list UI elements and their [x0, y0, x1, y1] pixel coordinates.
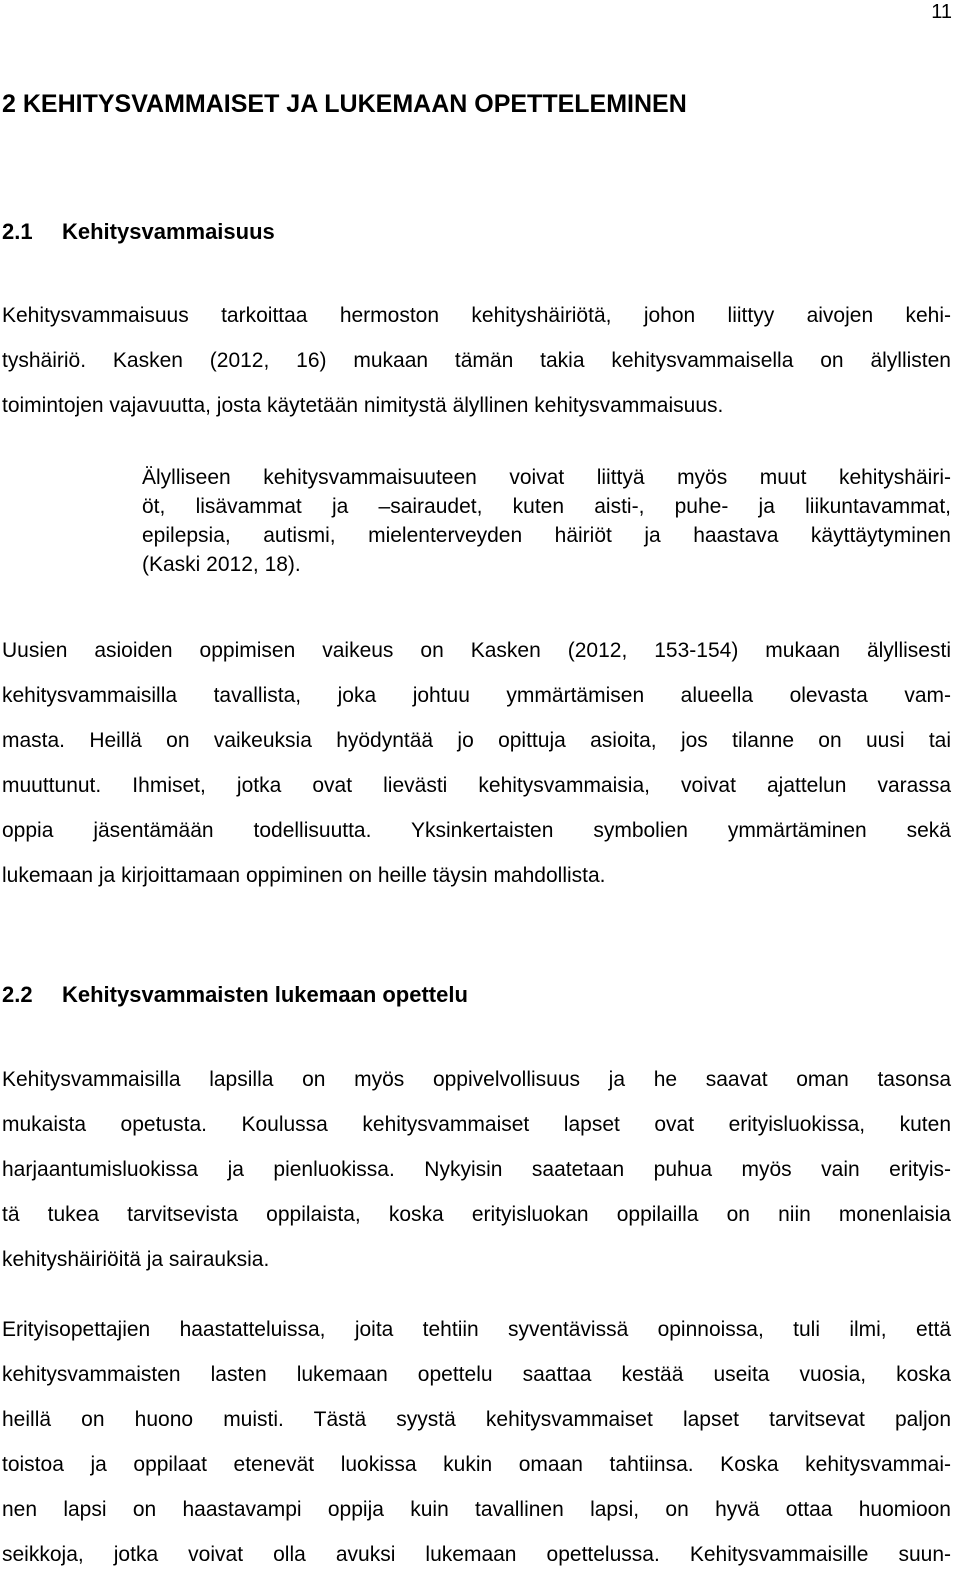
text-line: mukaista opetusta. Koulussa kehitysvammaiset lapset ovat erityisluokissa, kuten	[2, 1113, 951, 1136]
text-line: toistoa ja oppilaat etenevät luokissa kukin omaan tahtiinsa. Koska kehitysvammai-	[2, 1453, 951, 1476]
page-number: 11	[931, 1, 952, 23]
text-line: Erityisopettajien haastatteluissa, joita tehtiin syventävissä opinnoissa, tuli ilmi, että	[2, 1318, 951, 1341]
body-paragraph	[2, 1057, 951, 1282]
text-line: muuttunut. Ihmiset, jotka ovat lievästi kehitysvammaisia, voivat ajattelun varassa	[2, 774, 951, 797]
text-line: (Kaski 2012, 18).	[142, 553, 301, 576]
chapter-title: 2 KEHITYSVAMMAISET JA LUKEMAAN OPETTELEMINEN	[2, 90, 687, 118]
text-line: kehitysvammaisilla tavallista, joka johtuu ymmärtämisen alueella olevasta vam-	[2, 684, 951, 707]
text-line: Älylliseen kehitysvammaisuuteen voivat liittyä myös muut kehityshäiri-	[142, 466, 951, 489]
text-line: nen lapsi on haastavampi oppija kuin tavallinen lapsi, on hyvä ottaa huomioon	[2, 1498, 951, 1521]
section-heading	[2, 980, 468, 1010]
text-line: Kehitysvammaisuus tarkoittaa hermoston kehityshäiriötä, johon liittyy aivojen kehi-	[2, 304, 951, 327]
text-line: Kehitysvammaisilla lapsilla on myös oppivelvollisuus ja he saavat oman tasonsa	[2, 1068, 951, 1091]
text-line: tä tukea tarvitsevista oppilaista, koska erityisluokan oppilailla on niin monenlaisia	[2, 1203, 951, 1226]
text-line: oppia jäsentämään todellisuutta. Yksinkertaisten symbolien ymmärtäminen sekä	[2, 819, 951, 842]
text-line: masta. Heillä on vaikeuksia hyödyntää jo opittuja asioita, jos tilanne on uusi tai	[2, 729, 951, 752]
section-number: 2.2	[2, 982, 33, 1007]
body-paragraph	[2, 293, 951, 428]
text-line: lukemaan ja kirjoittamaan oppiminen on heille täysin mahdollista.	[2, 864, 606, 887]
text-line: kehitysvammaisten lasten lukemaan opettelu saattaa kestää useita vuosia, koska	[2, 1363, 951, 1386]
text-line: tyshäiriö. Kasken (2012, 16) mukaan tämän takia kehitysvammaisella on älyllisten	[2, 349, 951, 372]
body-paragraph	[2, 628, 951, 898]
text-line: toimintojen vajavuutta, josta käytetään nimitystä älyllinen kehitysvammaisuus.	[2, 394, 724, 417]
section-title: Kehitysvammaisuus	[62, 219, 275, 244]
body-paragraph	[2, 1307, 951, 1577]
block-quote	[142, 463, 951, 579]
text-line: seikkoja, jotka voivat olla avuksi lukemaan opettelussa. Kehitysvammaisille suun-	[2, 1543, 951, 1566]
text-line: kehityshäiriöitä ja sairauksia.	[2, 1248, 270, 1271]
text-line: heillä on huono muisti. Tästä syystä kehitysvammaiset lapset tarvitsevat paljon	[2, 1408, 951, 1431]
text-line: öt, lisävammat ja –sairaudet, kuten aisti-, puhe- ja liikuntavammat,	[142, 495, 951, 518]
section-heading	[2, 217, 275, 247]
text-line: epilepsia, autismi, mielenterveyden häiriöt ja haastava käyttäytyminen	[142, 524, 951, 547]
text-line: harjaantumisluokissa ja pienluokissa. Nykyisin saatetaan puhua myös vain erityis-	[2, 1158, 951, 1181]
section-number: 2.1	[2, 219, 33, 244]
text-line: Uusien asioiden oppimisen vaikeus on Kasken (2012, 153-154) mukaan älyllisesti	[2, 639, 951, 662]
section-title: Kehitysvammaisten lukemaan opettelu	[62, 982, 468, 1007]
